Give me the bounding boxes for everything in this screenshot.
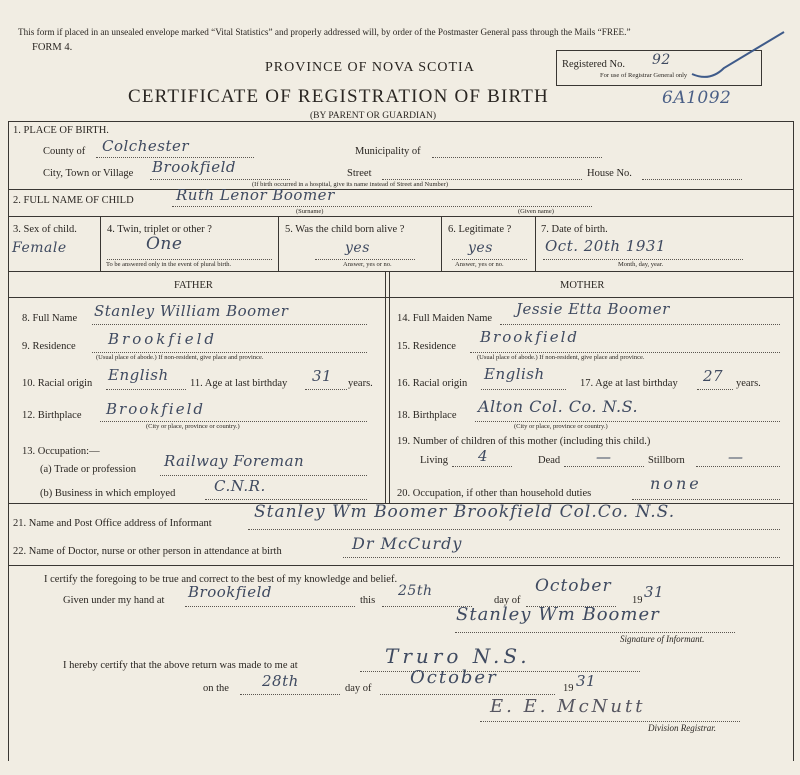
return-place-value: Truro N.S. — [385, 644, 531, 668]
certificate-title: CERTIFICATE OF REGISTRATION OF BIRTH — [128, 86, 549, 107]
place-of-birth-label: 1. PLACE OF BIRTH. — [13, 125, 109, 136]
mother-residence-note: (Usual place of abode.) If non-resident, give place and province. — [477, 354, 645, 361]
registrar-label: Division Registrar. — [648, 723, 717, 733]
father-name-label: 8. Full Name — [22, 313, 78, 324]
registered-label: Registered No. — [562, 59, 625, 70]
mother-age-value: 27 — [703, 367, 724, 385]
year-value: 31 — [644, 583, 665, 601]
year2-prefix: 19 — [563, 683, 574, 694]
year2-value: 31 — [576, 672, 597, 690]
child-name-value: Ruth Lenor Boomer — [176, 186, 335, 204]
mother-occupation-value: none — [650, 474, 702, 493]
twin-label: 4. Twin, triplet or other ? — [107, 224, 212, 235]
twin-note: To be answered only in the event of plural birth. — [106, 261, 232, 268]
on-the-label: on the — [203, 683, 229, 694]
province-heading: PROVINCE OF NOVA SCOTIA — [265, 60, 475, 75]
county-label: County of — [43, 146, 86, 157]
registered-number: 92 — [652, 52, 671, 68]
mother-name-value: Jessie Etta Boomer — [516, 300, 670, 318]
on-day-value: 28th — [262, 672, 299, 690]
given-place-value: Brookfield — [188, 583, 272, 601]
father-racial-label: 10. Racial origin — [22, 378, 93, 389]
father-birthplace-label: 12. Birthplace — [22, 410, 82, 421]
day-of-label: day of — [494, 595, 521, 606]
father-heading: FATHER — [174, 280, 213, 291]
mother-birthplace-value: Alton Col. Co. N.S. — [478, 397, 639, 416]
given-name-note: (Given name) — [518, 208, 554, 215]
father-age-label: 11. Age at last birthday — [190, 378, 288, 389]
county-value: Colchester — [102, 137, 190, 155]
mother-heading: MOTHER — [560, 280, 605, 291]
city-label: City, Town or Village — [43, 168, 134, 179]
month2-value: October — [410, 667, 498, 688]
mother-residence-value: Brookfield — [480, 328, 579, 346]
stillborn-value: — — [728, 448, 744, 466]
mother-occupation-label: 20. Occupation, if other than household duties — [397, 488, 592, 499]
check-mark-icon — [690, 28, 790, 88]
sex-label: 3. Sex of child. — [13, 224, 77, 235]
father-years: years. — [348, 378, 373, 389]
certify-statement: I certify the foregoing to be true and correct to the best of my knowledge and belief. — [44, 574, 398, 585]
doctor-label: 22. Name of Doctor, nurse or other person in attendance at birth — [13, 546, 282, 557]
child-name-label: 2. FULL NAME OF CHILD — [13, 195, 134, 206]
surname-note: (Surname) — [296, 208, 324, 215]
house-label: House No. — [587, 168, 632, 179]
twin-value: One — [146, 234, 183, 254]
mother-racial-label: 16. Racial origin — [397, 378, 468, 389]
mailing-notice: This form if placed in an unsealed envelope marked “Vital Statistics” and properly addressed will, by order of the Postmaster General pass through the Mails “FREE.” — [18, 27, 631, 37]
mother-age-label: 17. Age at last birthday — [580, 378, 678, 389]
stillborn-label: Stillborn — [648, 455, 685, 466]
living-value: 4 — [478, 447, 489, 465]
trade-label: (a) Trade or profession — [40, 464, 136, 475]
day-of-label-2: day of — [345, 683, 372, 694]
father-age-value: 31 — [312, 367, 333, 385]
mother-birthplace-note: (City or place, province or country.) — [514, 423, 608, 430]
year-prefix: 19 — [632, 595, 643, 606]
father-birthplace-note: (City or place, province or country.) — [146, 423, 240, 430]
mother-birthplace-label: 18. Birthplace — [397, 410, 457, 421]
father-residence-note: (Usual place of abode.) If non-resident, give place and province. — [96, 354, 264, 361]
certificate-number: 6A1092 — [662, 88, 732, 108]
business-label: (b) Business in which employed — [40, 488, 176, 499]
signature-label: Signature of Informant. — [620, 634, 705, 644]
father-residence-label: 9. Residence — [22, 341, 76, 352]
registrar-use-note: For use of Registrar General only — [600, 72, 688, 79]
this-day-value: 25th — [398, 583, 433, 599]
return-label: I hereby certify that the above return was made to me at — [63, 660, 298, 671]
dead-value: — — [596, 448, 612, 466]
doctor-value: Dr McCurdy — [352, 534, 463, 553]
informant-signature-value: Stanley Wm Boomer — [456, 604, 660, 625]
legitimate-note: Answer, yes or no. — [455, 261, 504, 268]
month-value: October — [535, 576, 612, 596]
children-label: 19. Number of children of this mother (including this child.) — [397, 436, 651, 447]
street-label: Street — [347, 168, 372, 179]
alive-label: 5. Was the child born alive ? — [285, 224, 405, 235]
legitimate-value: yes — [468, 240, 493, 256]
hospital-note: (If birth occurred in a hospital, give its name instead of Street and Number) — [252, 181, 449, 188]
father-birthplace-value: Brookfield — [106, 400, 205, 418]
legitimate-label: 6. Legitimate ? — [448, 224, 512, 235]
municipality-label: Municipality of — [355, 146, 421, 157]
alive-note: Answer, yes or no. — [343, 261, 392, 268]
informant-label: 21. Name and Post Office address of Informant — [13, 518, 212, 529]
alive-value: yes — [345, 240, 370, 256]
father-racial-value: English — [108, 366, 169, 384]
birth-date-value: Oct. 20th 1931 — [545, 237, 666, 255]
dead-label: Dead — [538, 455, 561, 466]
birth-date-note: Month, day, year. — [618, 261, 664, 268]
given-label: Given under my hand at — [63, 595, 165, 606]
certificate-subtitle: (BY PARENT OR GUARDIAN) — [310, 111, 437, 121]
business-value: C.N.R. — [214, 477, 266, 495]
father-residence-value: Brookfield — [108, 330, 217, 348]
father-name-value: Stanley William Boomer — [94, 302, 289, 320]
sex-value: Female — [12, 240, 67, 256]
mother-residence-label: 15. Residence — [397, 341, 456, 352]
form-number: FORM 4. — [32, 42, 73, 53]
father-occupation-label: 13. Occupation:— — [22, 446, 100, 457]
mother-years: years. — [736, 378, 761, 389]
this-label: this — [360, 595, 376, 606]
registrar-signature-value: E. E. McNutt — [490, 696, 646, 717]
informant-value: Stanley Wm Boomer Brookfield Col.Co. N.S. — [254, 502, 676, 522]
birth-date-label: 7. Date of birth. — [541, 224, 608, 235]
mother-name-label: 14. Full Maiden Name — [397, 313, 493, 324]
mother-racial-value: English — [484, 365, 545, 383]
living-label: Living — [420, 455, 448, 466]
city-value: Brookfield — [152, 158, 236, 176]
trade-value: Railway Foreman — [164, 452, 305, 470]
